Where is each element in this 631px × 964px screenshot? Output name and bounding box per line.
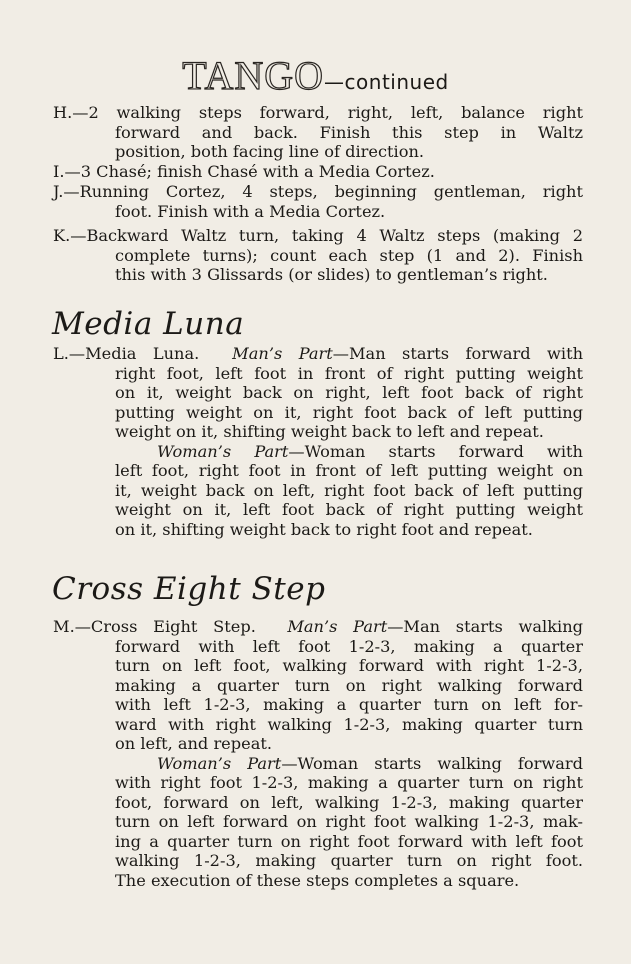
man-part-label: Man’s Part — [287, 617, 388, 636]
step-i-mark: I.— — [53, 162, 81, 181]
page-title — [0, 52, 631, 99]
step-j-line: Running Cortez, 4 steps, beginning gentleman, right — [79, 182, 583, 201]
woman-part-line: it, weight back on left, right foot back of left putting — [115, 480, 583, 500]
woman-part-line: ing a quarter turn on right foot forward with left foot — [115, 831, 583, 851]
woman-part-line: weight on it, left foot back of right putting weight — [115, 500, 583, 519]
woman-part-line: turn on left forward on right foot walking 1-2-3, mak- — [115, 812, 583, 831]
man-part-line: turn on left foot, walking forward with right 1-2-3, — [115, 656, 583, 675]
man-part-line: on left, and repeat. — [115, 734, 273, 753]
step-k-mark: K.— — [53, 226, 87, 245]
title-main: TANGO — [182, 53, 325, 98]
step-h-line: forward and back. Finish this step in Waltz — [115, 122, 583, 142]
man-part-line: right foot, left foot in front of right putting weight — [115, 363, 583, 383]
step-h-line: 2 walking steps forward, right, left, balance right — [88, 103, 583, 122]
woman-part-first: —Woman starts walking forward — [281, 753, 584, 773]
step-m-intro: Cross Eight Step. — [90, 617, 256, 636]
step-h-mark: H.— — [53, 103, 89, 122]
woman-part-line: foot, forward on left, walking 1-2-3, making quarter — [115, 792, 583, 812]
man-part-label: Man’s Part — [232, 344, 333, 363]
man-part-line: forward with left foot 1-2-3, making a quarter — [115, 636, 583, 656]
title-suffix: —continued — [324, 70, 449, 94]
step-i-text: 3 Chasé; finish Chasé with a Media Cortez. — [80, 162, 435, 181]
step-j — [53, 182, 583, 221]
step-l-intro: Media Luna. — [85, 344, 200, 363]
woman-part-line: The execution of these steps completes a square. — [115, 870, 520, 890]
woman-part-label: Woman’s Part — [157, 753, 282, 773]
cross-eight-heading: Cross Eight Step — [52, 571, 326, 607]
man-part-line: with left 1-2-3, making a quarter turn on left for- — [115, 695, 583, 714]
step-j-line: foot. Finish with a Media Cortez. — [115, 201, 386, 221]
woman-part-line: walking 1-2-3, making quarter turn on right foot. — [115, 851, 583, 870]
man-part-line: on it, weight back on right, left foot back of right — [115, 383, 583, 402]
step-j-mark: J.— — [53, 182, 80, 201]
step-k — [53, 226, 583, 285]
woman-part-line: left foot, right foot in front of left putting weight on — [115, 461, 583, 480]
step-k-line: complete turns); count each step (1 and 2). Finish — [115, 245, 583, 265]
man-part-line: putting weight on it, right foot back of left putting — [115, 402, 583, 422]
step-m-mark: M.— — [53, 617, 91, 636]
man-part-line: making a quarter turn on right walking forward — [115, 675, 583, 695]
step-h-line: position, both facing line of direction. — [115, 142, 425, 161]
media-luna-heading: Media Luna — [52, 306, 245, 342]
step-m — [53, 617, 583, 890]
man-part-line: ward with right walking 1-2-3, making quarter turn — [115, 714, 583, 734]
step-k-line: this with 3 Glissards (or slides) to gentleman’s right. — [115, 265, 548, 284]
woman-part-first: —Woman starts forward with — [288, 441, 583, 461]
step-i — [53, 162, 583, 182]
woman-part-line: with right foot 1-2-3, making a quarter turn on right — [115, 773, 583, 792]
man-part-first: —Man starts walking — [387, 617, 583, 636]
step-l — [53, 344, 583, 539]
woman-part-line: on it, shifting weight back to right foot and repeat. — [115, 519, 533, 539]
step-k-line: Backward Waltz turn, taking 4 Waltz steps (making 2 — [86, 226, 583, 245]
step-h — [53, 103, 583, 162]
man-part-first: —Man starts forward with — [332, 344, 583, 363]
step-l-mark: L.— — [53, 344, 86, 363]
woman-part-label: Woman’s Part — [157, 441, 289, 461]
man-part-line: weight on it, shifting weight back to left and repeat. — [115, 422, 544, 441]
